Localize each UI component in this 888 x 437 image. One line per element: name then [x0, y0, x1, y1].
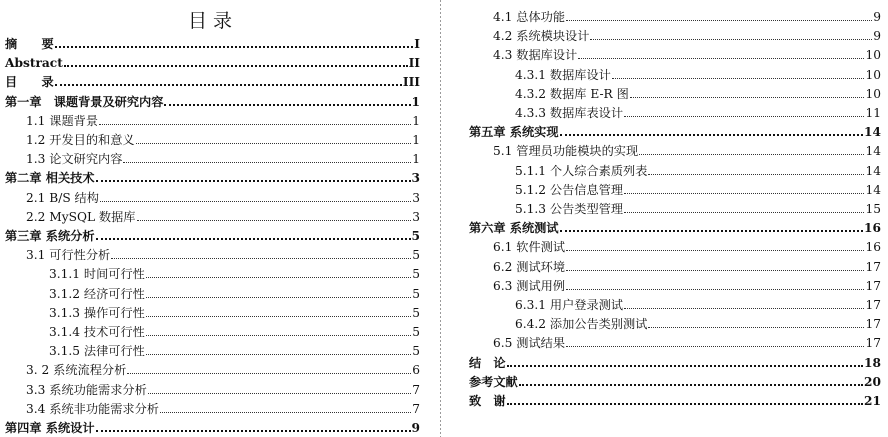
toc-entry-page: 1	[412, 133, 420, 147]
toc-entry-page: 14	[864, 125, 881, 140]
toc-entry-page: 5	[412, 344, 420, 359]
toc-entry-label: 6.5 测试结果	[493, 336, 566, 351]
dot-leader	[624, 212, 864, 213]
toc-entry-page: 17	[865, 317, 881, 332]
toc-entry-page: 1	[412, 113, 420, 128]
toc-entry[interactable]	[0, 32, 420, 51]
toc-entry-page: 7	[412, 401, 420, 416]
toc-entry[interactable]	[0, 186, 420, 205]
toc-entry-label: 6.4.2 添加公告类别测试	[515, 317, 648, 332]
toc-entry-label: 4.3 数据库设计	[493, 48, 578, 63]
toc-entry-label: 1.2 开发目的和意义	[26, 133, 135, 147]
toc-entry[interactable]	[0, 320, 420, 339]
toc-entry-page: 5	[411, 229, 420, 243]
toc-entry[interactable]	[0, 90, 420, 109]
dot-leader	[624, 116, 864, 117]
toc-entry[interactable]	[469, 24, 881, 43]
toc-entry-label: 3.1.5 法律可行性	[49, 344, 145, 359]
dot-leader	[137, 220, 412, 221]
dot-leader	[612, 78, 865, 79]
toc-entry-label: 5.1.3 公告类型管理	[515, 202, 624, 216]
dot-leader	[560, 134, 863, 136]
toc-entry-label: 3.1 可行性分析	[26, 248, 111, 263]
toc-entry[interactable]	[469, 101, 881, 120]
toc-entry-page: 9	[873, 10, 881, 24]
toc-entry-label: 第一章 课题背景及研究内容	[5, 94, 164, 109]
toc-entry-label: 5.1 管理员功能模块的实现	[493, 144, 639, 159]
toc-entry[interactable]	[469, 63, 881, 82]
toc-entry-label: 1.3 论文研究内容	[26, 152, 123, 167]
toc-entry-label: 结 论	[469, 355, 506, 370]
dot-leader	[566, 289, 864, 290]
toc-entry-label: 目 录	[5, 75, 54, 90]
toc-entry[interactable]	[0, 397, 420, 416]
toc-entry[interactable]	[469, 5, 881, 24]
toc-entry-label: 第三章 系统分析	[5, 229, 95, 243]
dot-leader	[519, 384, 863, 386]
toc-entry[interactable]	[0, 262, 420, 281]
toc-entry-page: 3	[412, 190, 420, 205]
toc-entry[interactable]	[0, 282, 420, 301]
toc-entry[interactable]	[469, 274, 881, 293]
toc-entry-page: 5	[412, 305, 420, 320]
dot-leader	[560, 230, 863, 232]
dot-leader	[55, 84, 402, 86]
toc-entry-page: 10	[865, 86, 881, 101]
dot-leader	[100, 201, 411, 202]
toc-entry-label: 第四章 系统设计	[5, 421, 95, 435]
toc-entry-page: 5	[412, 286, 420, 301]
dot-leader	[123, 162, 411, 163]
toc-entry-page: 11	[865, 106, 881, 120]
toc-entry-page: 10	[865, 67, 881, 82]
toc-entry-label: 1.1 课题背景	[26, 113, 99, 128]
dot-leader	[507, 365, 863, 367]
dot-leader	[624, 308, 864, 309]
dot-leader	[630, 97, 865, 98]
dot-leader	[164, 104, 410, 106]
toc-entry-label: 6.3 测试用例	[493, 278, 566, 293]
toc-entry-page: 9	[411, 421, 420, 435]
dot-leader	[99, 124, 411, 125]
toc-entry[interactable]	[469, 216, 881, 235]
toc-entry[interactable]	[0, 358, 420, 377]
toc-entry-page: 17	[865, 259, 881, 274]
toc-entry[interactable]	[469, 178, 881, 197]
toc-entry[interactable]	[469, 197, 881, 216]
toc-entry-label: 2.2 MySQL 数据库	[26, 209, 136, 224]
dot-leader	[146, 316, 411, 317]
toc-entry-label: 6.1 软件测试	[493, 240, 566, 255]
toc-entry[interactable]	[0, 166, 420, 185]
dot-leader	[96, 238, 411, 240]
dot-leader	[566, 250, 864, 251]
toc-entry-page: 14	[865, 163, 881, 178]
dot-leader	[648, 174, 864, 175]
toc-entry[interactable]	[0, 128, 420, 147]
toc-entry-label: Abstract	[5, 56, 63, 71]
toc-entry[interactable]	[0, 109, 420, 128]
toc-entry-page: 5	[412, 248, 420, 263]
toc-entry[interactable]	[0, 224, 420, 243]
toc-entry[interactable]	[469, 139, 881, 158]
dot-leader	[146, 335, 411, 336]
toc-entry-label: 4.3.3 数据库表设计	[515, 106, 624, 120]
toc-entry-label: 3.1.2 经济可行性	[49, 286, 145, 301]
toc-entry-label: 3.1.3 操作可行性	[49, 305, 145, 320]
dot-leader	[566, 270, 864, 271]
toc-entry-label: 4.3.1 数据库设计	[515, 67, 611, 82]
dot-leader	[127, 373, 411, 374]
toc-entry-label: 参考文献	[469, 374, 518, 389]
toc-entry-page: 21	[864, 394, 881, 408]
toc-entry[interactable]	[0, 301, 420, 320]
toc-entry[interactable]	[0, 205, 420, 224]
toc-entry[interactable]	[0, 243, 420, 262]
toc-entry[interactable]	[0, 51, 420, 70]
toc-entry[interactable]	[0, 416, 420, 435]
dot-leader	[590, 39, 872, 40]
toc-entry-label: 致 谢	[469, 394, 506, 408]
toc-entry[interactable]	[469, 331, 881, 350]
toc-entry-label: 3. 2 系统流程分析	[26, 363, 127, 378]
column-divider	[440, 0, 441, 437]
toc-entry-label: 4.1 总体功能	[493, 10, 566, 24]
toc-entry-page: 17	[865, 298, 881, 312]
dot-leader	[96, 180, 411, 182]
dot-leader	[146, 277, 411, 278]
toc-entry-label: 3.1.1 时间可行性	[49, 267, 145, 282]
toc-entry[interactable]	[469, 82, 881, 101]
dot-leader	[566, 346, 864, 347]
toc-entry-label: 第二章 相关技术	[5, 171, 95, 186]
toc-entry-page: 5	[412, 325, 420, 339]
toc-entry[interactable]	[469, 120, 881, 139]
toc-entry-label: 2.1 B/S 结构	[26, 190, 99, 205]
toc-entry-page: 3	[412, 209, 420, 224]
toc-entry-label: 4.2 系统模块设计	[493, 29, 590, 44]
toc-entry-label: 3.3 系统功能需求分析	[26, 382, 147, 397]
toc-entry[interactable]	[469, 235, 881, 254]
toc-entry-page: 1	[412, 152, 420, 167]
toc-entry-page: 14	[865, 144, 881, 159]
toc-entry[interactable]	[469, 312, 881, 331]
toc-entry[interactable]	[469, 370, 881, 389]
dot-leader	[111, 258, 411, 259]
toc-entry-page: 18	[864, 355, 881, 370]
toc-entry-page: 7	[412, 382, 420, 397]
toc-entry[interactable]	[469, 389, 881, 408]
toc-entry[interactable]	[469, 293, 881, 312]
toc-entry-page: 17	[865, 278, 881, 293]
dot-leader	[160, 412, 411, 413]
toc-entry-page: 6	[412, 363, 420, 378]
dot-leader	[507, 403, 863, 405]
toc-entry-label: 6.2 测试环境	[493, 259, 566, 274]
toc-entry-page: 3	[411, 171, 420, 186]
dot-leader	[624, 193, 864, 194]
toc-entry-label: 3.1.4 技术可行性	[49, 325, 145, 339]
toc-entry[interactable]	[469, 159, 881, 178]
toc-entry-label: 4.3.2 数据库 E-R 图	[515, 86, 629, 101]
dot-leader	[55, 46, 414, 48]
dot-leader	[146, 297, 411, 298]
dot-leader	[639, 154, 864, 155]
toc-entry-page: 16	[865, 240, 881, 255]
toc-entry-label: 6.3.1 用户登录测试	[515, 298, 624, 312]
dot-leader	[566, 20, 872, 21]
toc-entry-page: II	[408, 56, 420, 71]
toc-entry-page: 20	[864, 374, 881, 389]
dot-leader	[146, 354, 411, 355]
toc-entry-label: 摘 要	[5, 37, 54, 51]
toc-entry-page: 10	[865, 48, 881, 63]
toc-entry-page: 9	[873, 29, 881, 44]
toc-entry-label: 第五章 系统实现	[469, 125, 559, 140]
toc-entry[interactable]	[469, 255, 881, 274]
toc-entry-page: 15	[865, 202, 881, 216]
toc-entry-page: 16	[864, 221, 881, 236]
toc-entry-page: 14	[865, 182, 881, 197]
toc-entry-page: 1	[411, 94, 420, 109]
dot-leader	[96, 430, 411, 432]
dot-leader	[578, 58, 864, 59]
toc-entry-label: 5.1.2 公告信息管理	[515, 182, 624, 197]
dot-leader	[136, 143, 412, 144]
toc-entry-page: 17	[865, 336, 881, 351]
toc-entry[interactable]	[0, 147, 420, 166]
toc-entry-label: 3.4 系统非功能需求分析	[26, 401, 159, 416]
toc-entry[interactable]	[0, 339, 420, 358]
toc-entry-page: 5	[412, 267, 420, 282]
dot-leader	[648, 327, 864, 328]
dot-leader	[64, 65, 408, 67]
dot-leader	[148, 393, 411, 394]
toc-entry-label: 5.1.1 个人综合素质列表	[515, 163, 648, 178]
toc-entry[interactable]	[469, 43, 881, 62]
toc-entry-page: I	[414, 37, 420, 51]
toc-entry[interactable]	[0, 70, 420, 89]
toc-title: 目 录	[187, 10, 233, 32]
toc-entry[interactable]	[0, 378, 420, 397]
toc-entry[interactable]	[469, 351, 881, 370]
toc-entry-page: III	[402, 75, 420, 90]
toc-entry-label: 第六章 系统测试	[469, 221, 559, 236]
